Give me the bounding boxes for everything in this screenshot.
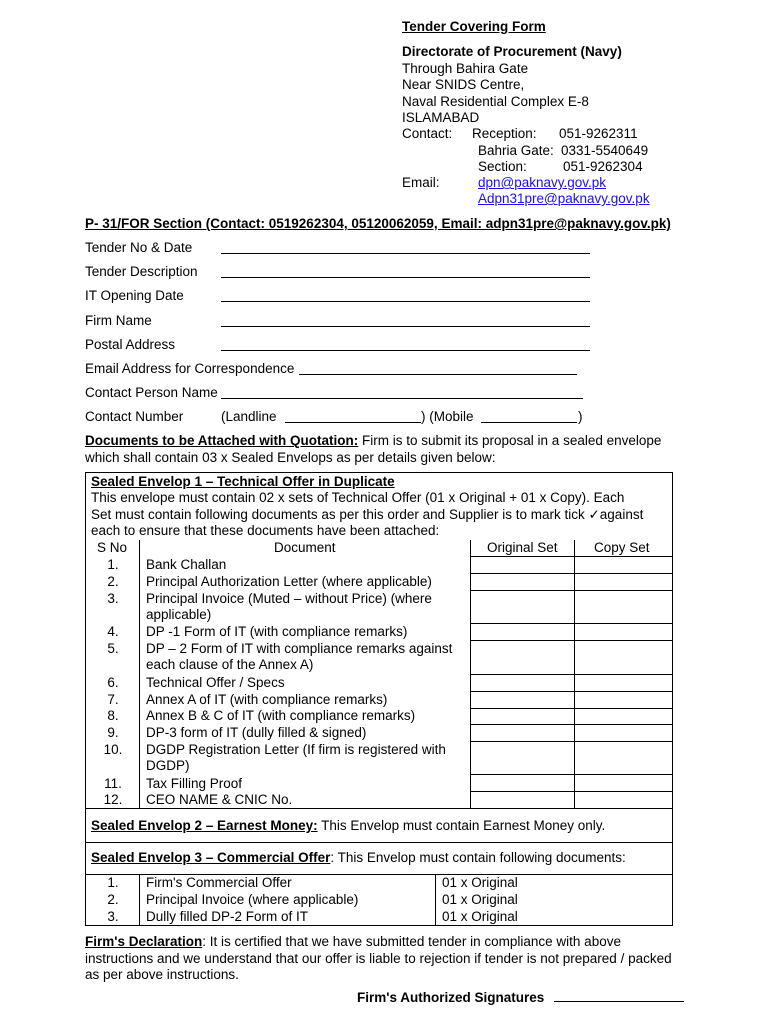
field-label-tender-description: Tender Description [85,264,198,279]
email-link-1[interactable]: dpn@paknavy.gov.pk [478,175,607,190]
documents-heading: Documents to be Attached with Quotation: [85,433,359,448]
envelope3-text: : This Envelop must contain following documents: [330,850,626,865]
env3-row-no: 3. [107,909,119,924]
env1-row-rule-7 [470,708,673,709]
bahria-value: 0331-5540649 [561,143,649,158]
env1-row-no: 2. [107,574,119,589]
env1-col-divider-1 [139,540,140,808]
declaration-heading: Firm's Declaration [85,934,203,949]
env1-row-no: 4. [107,624,119,639]
section-contact-line: P- 31/FOR Section (Contact: 0519262304, 05120062059, Email: adpn31pre@paknavy.gov.pk) [85,216,671,231]
field-label-it-opening-date: IT Opening Date [85,288,184,303]
field-line-tender-description[interactable] [221,265,590,278]
field-label-firm-name: Firm Name [85,313,152,328]
address-line-3: Naval Residential Complex E-8 [402,94,589,109]
field-label-tender-no: Tender No & Date [85,240,193,255]
documents-text-1: Firm is to submit its proposal in a sealed envelope [358,433,662,448]
env1-header-sno: S No [97,540,128,555]
env1-row-no: 11. [104,776,122,791]
env2-bottom-rule [85,842,673,843]
org-name: Directorate of Procurement (Navy) [402,44,622,59]
address-line-2: Near SNIDS Centre, [402,77,525,92]
documents-text-2: which shall contain 03 x Sealed Envelops as per details given below: [85,450,496,465]
mobile-label: ) (Mobile [421,409,474,424]
env3-row-no: 1. [107,875,119,890]
envelope3-title: Sealed Envelop 3 – Commercial Offer [91,850,331,865]
declaration-text-1: : It is certified that we have submitted tender in compliance with above [202,934,621,949]
env1-row-rule-1 [470,573,673,574]
mobile-close: ) [578,409,583,424]
env1-row-no: 3. [107,591,119,606]
env1-row-rule-9 [470,741,673,742]
declaration-text-3: as per above instructions. [85,967,239,982]
env3-col-divider-1 [139,874,140,926]
email-label: Email: [402,175,440,190]
env1-row-doc: Principal Authorization Letter (where applicable) [146,574,432,589]
envelope2-text: This Envelop must contain Earnest Money only. [317,818,606,833]
env1-header-rule [470,556,673,557]
env1-row-doc: DGDP Registration Letter (If firm is registered with [146,742,446,757]
env1-row-no: 7. [107,692,119,707]
env1-row-doc: DP – 2 Form of IT with compliance remarks against [146,641,453,656]
env1-row-rule-8 [470,724,673,725]
env3-row-doc: Dully filled DP-2 Form of IT [146,909,309,924]
env1-row-doc: CEO NAME & CNIC No. [146,792,293,807]
env3-row-qty: 01 x Original [442,892,518,907]
env1-row-doc: Bank Challan [146,557,227,572]
documents-paragraph-line-1 [85,433,661,448]
env1-row-no: 9. [107,725,119,740]
address-line-4: ISLAMABAD [402,110,480,125]
declaration-line-1 [85,934,621,949]
env1-row-doc: Principal Invoice (Muted – without Price) (where [146,591,432,606]
section-label: Section: [478,159,527,174]
env1-header-original: Original Set [487,540,558,555]
env1-header-document: Document [274,540,336,555]
field-line-tender-no[interactable] [221,241,590,254]
form-title: Tender Covering Form [402,19,546,34]
reception-label: Reception: [472,126,537,141]
envelope2-title: Sealed Envelop 2 – Earnest Money: [91,818,318,833]
envelope3-line [91,850,626,865]
env3-row-doc: Principal Invoice (where applicable) [146,892,359,907]
field-line-firm-name[interactable] [221,314,590,327]
bahria-label: Bahria Gate: [478,143,554,158]
reception-value: 051-9262311 [559,126,638,141]
env1-row-doc-cont: each clause of the Annex A) [146,657,314,672]
field-line-postal-address[interactable] [221,338,590,351]
env1-row-no: 10. [103,742,123,757]
env3-row-no: 2. [107,892,119,907]
section-value: 051-9262304 [563,159,643,174]
email-link-2[interactable]: Adpn31pre@paknavy.gov.pk [478,191,650,206]
envelope2-line [91,818,605,833]
envelope1-desc-1: This envelope must contain 02 x sets of Technical Offer (01 x Original + 01 x Copy). Each [91,490,625,505]
env1-row-rule-4 [470,640,673,641]
env1-row-doc-cont: DGDP) [146,758,190,773]
envelope1-desc-2: Set must contain following documents as per this order and Supplier is to mark tick ✓against [91,507,644,522]
signature-line[interactable] [554,990,684,1002]
env1-row-rule-5 [470,674,673,675]
field-line-it-opening-date[interactable] [221,289,590,302]
env1-row-no: 5. [107,641,119,656]
env1-row-no: 12. [103,792,123,807]
env1-row-doc: Annex A of IT (with compliance remarks) [146,692,388,707]
declaration-text-2: instructions and we understand that our offer is liable to rejection if tender is not prepared / packed [85,951,672,966]
env1-row-rule-11 [470,791,673,792]
env1-row-rule-3 [470,623,673,624]
landline-line[interactable] [285,410,421,423]
email-correspondence-line[interactable] [299,362,577,375]
mobile-line[interactable] [481,410,577,423]
env1-row-no: 8. [107,708,119,723]
signature-label: Firm's Authorized Signatures [357,990,545,1005]
env3-row-qty: 01 x Original [442,909,518,924]
env3-row-doc: Firm's Commercial Offer [146,875,292,890]
env1-row-doc: DP-3 form of IT (dully filled & signed) [146,725,367,740]
contact-person-label: Contact Person Name [85,385,218,400]
env1-row-doc: Technical Offer / Specs [146,675,285,690]
env1-row-doc: Tax Filling Proof [146,776,243,791]
env1-row-no: 6. [107,675,119,690]
field-label-postal-address: Postal Address [85,337,176,352]
contact-person-line[interactable] [221,386,583,399]
env1-header-copy: Copy Set [594,540,650,555]
envelope1-title: Sealed Envelop 1 – Technical Offer in Duplicate [91,474,395,489]
env1-row-doc: DP -1 Form of IT (with compliance remarks) [146,624,408,639]
env1-bottom-rule [85,808,673,809]
env1-row-no: 1. [107,557,119,572]
env1-row-rule-10 [470,774,673,775]
address-line-1: Through Bahira Gate [402,61,529,76]
env1-row-rule-6 [470,691,673,692]
contact-number-label: Contact Number [85,409,184,424]
env3-col-divider-2 [435,874,436,926]
landline-label: (Landline [221,409,277,424]
env1-row-doc-cont: applicable) [146,607,212,622]
env3-row-qty: 01 x Original [442,875,518,890]
email-correspondence-label: Email Address for Correspondence [85,361,295,376]
contact-label: Contact: [402,126,453,141]
envelope1-desc-3: each to ensure that these documents have been attached: [91,523,440,538]
env1-row-doc: Annex B & C of IT (with compliance remarks) [146,708,416,723]
env1-row-rule-2 [470,590,673,591]
